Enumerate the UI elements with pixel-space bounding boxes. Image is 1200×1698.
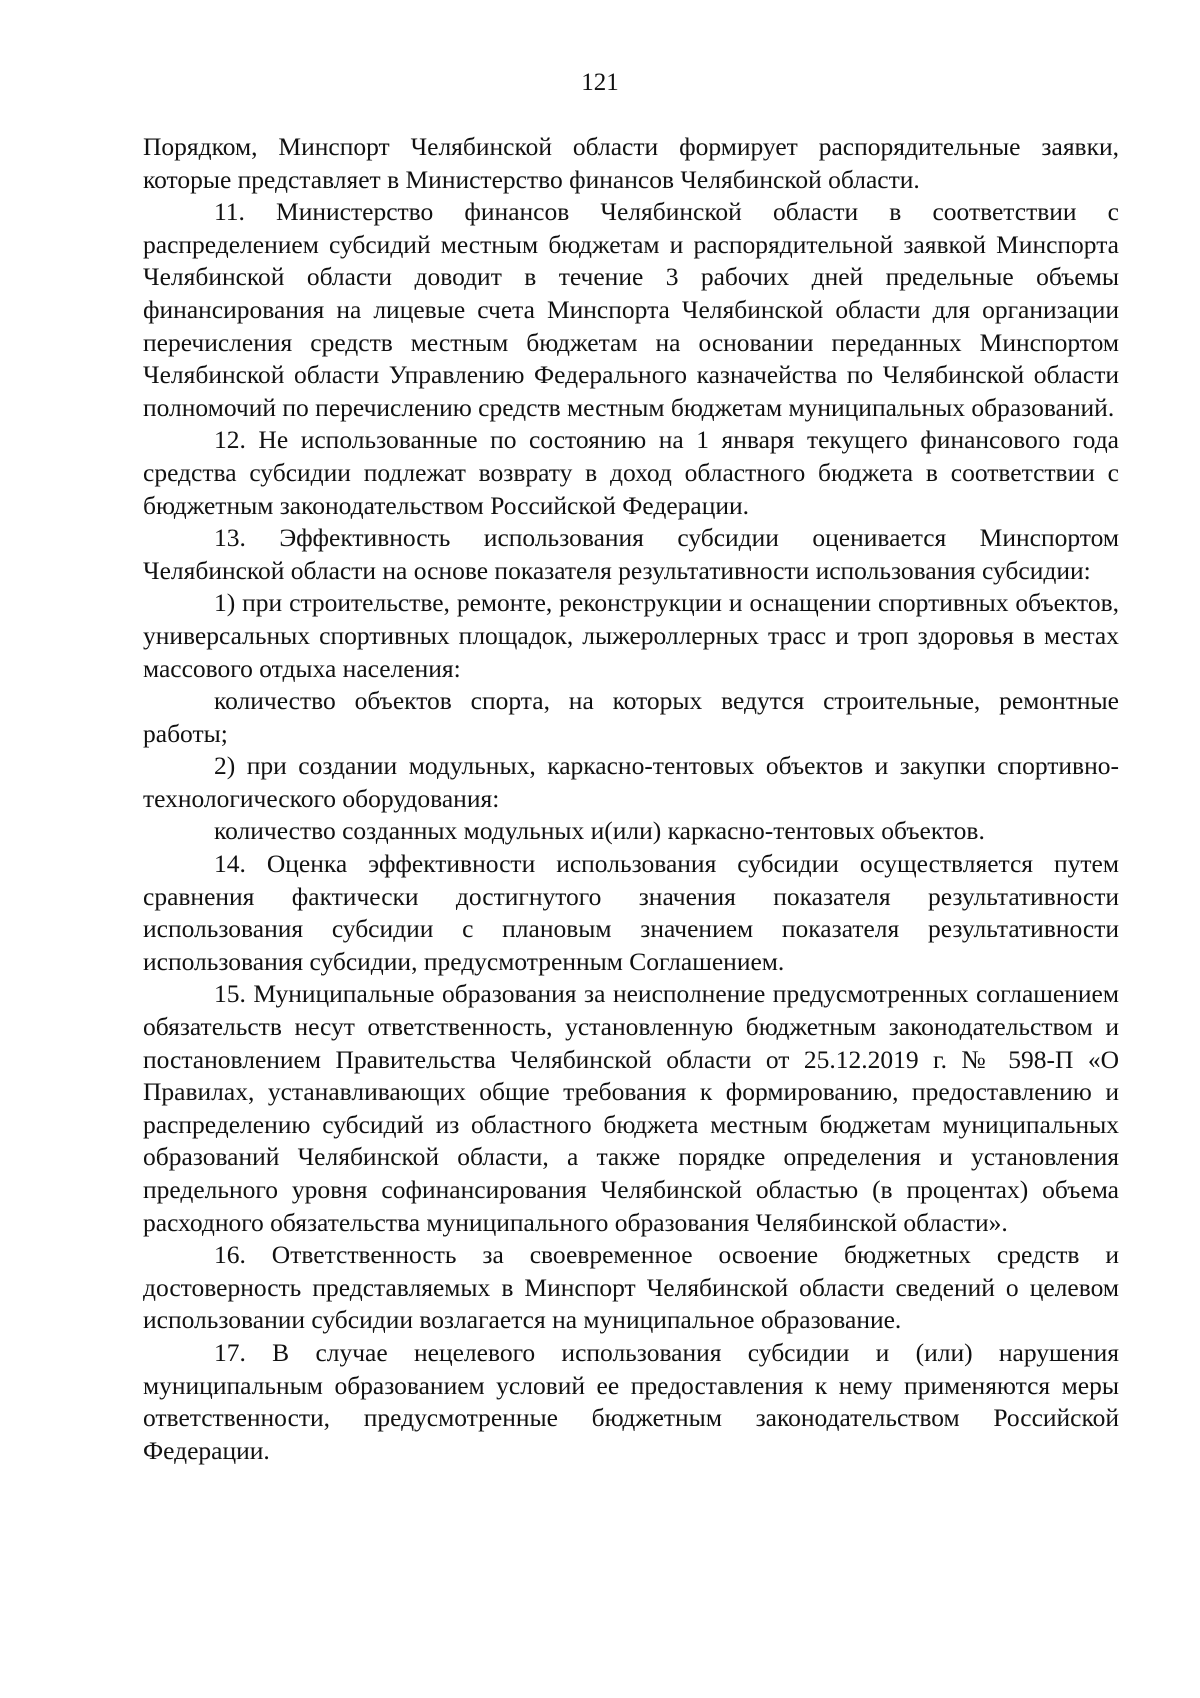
paragraph-item-15: 15. Муниципальные образования за неисполнение предусмотренных соглашением обязательств несут ответственность, установленную бюджетным законодательством и постановлением Правительства Челябинской области от 25.12.2019 г. № 598-П «О Правилах, устанавливающих общие требования к формированию, предоставлению и распределению субсидий из областного бюджета местным бюджетам муниципальных образований Челябинской области, а также порядке определения и установления предельного уровня софинансирования Челябинской областью (в процентах) объема расходного обязательства муниципального образования Челябинской области». [143, 979, 1119, 1237]
page-number: 121 [581, 69, 619, 96]
paragraph-item-12: 12. Не использованные по состоянию на 1 января текущего финансового года средства субсидии подлежат возврату в доход областного бюджета в соответствии с бюджетным законодательством Российской Федерации. [143, 425, 1119, 520]
paragraph-continuation: Порядком, Минспорт Челябинской области формирует распорядительные заявки, которые представляет в Министерство финансов Челябинской области. [143, 132, 1119, 194]
paragraph-item-17: 17. В случае нецелевого использования субсидии и (или) нарушения муниципальным образованием условий ее предоставления к нему применяются меры ответственности, предусмотренные бюджетным законодательством Российской Федерации. [143, 1337, 1119, 1465]
paragraph-item-11: 11. Министерство финансов Челябинской области в соответствии с распределением субсидий местным бюджетам и распорядительной заявкой Минспорта Челябинской области доводит в течение 3 рабочих дней предельные объемы финансирования на лицевые счета Минспорта Челябинской области для организации перечисления средств местным бюджетам на основании переданных Минспортом Челябинской области Управлению Федерального казначейства по Челябинской области полномочий по перечислению средств местным бюджетам муниципальных образований. [143, 197, 1119, 422]
paragraph-subitem-1: 1) при строительстве, ремонте, реконструкции и оснащении спортивных объектов, универсальных спортивных площадок, лыжероллерных трасс и троп здоровья в местах массового отдыха населения: [143, 588, 1119, 683]
paragraph-indicator-2: количество созданных модульных и(или) каркасно-тентовых объектов. [214, 816, 985, 846]
paragraph-item-14: 14. Оценка эффективности использования субсидии осуществляется путем сравнения фактически достигнутого значения показателя результативности использования субсидии с плановым значением показателя результативности использования субсидии, предусмотренным Соглашением. [143, 849, 1119, 976]
paragraph-subitem-2: 2) при создании модульных, каркасно-тентовых объектов и закупки спортивно-технологического оборудования: [143, 751, 1119, 813]
paragraph-indicator-1: количество объектов спорта, на которых ведутся строительные, ремонтные работы; [143, 686, 1119, 748]
paragraph-item-16: 16. Ответственность за своевременное освоение бюджетных средств и достоверность представляемых в Минспорт Челябинской области сведений о целевом использовании субсидии возлагается на муниципальное образование. [143, 1240, 1119, 1335]
paragraph-item-13: 13. Эффективность использования субсидии оценивается Минспортом Челябинской области на основе показателя результативности использования субсидии: [143, 523, 1119, 585]
document-body [143, 131, 1119, 1467]
